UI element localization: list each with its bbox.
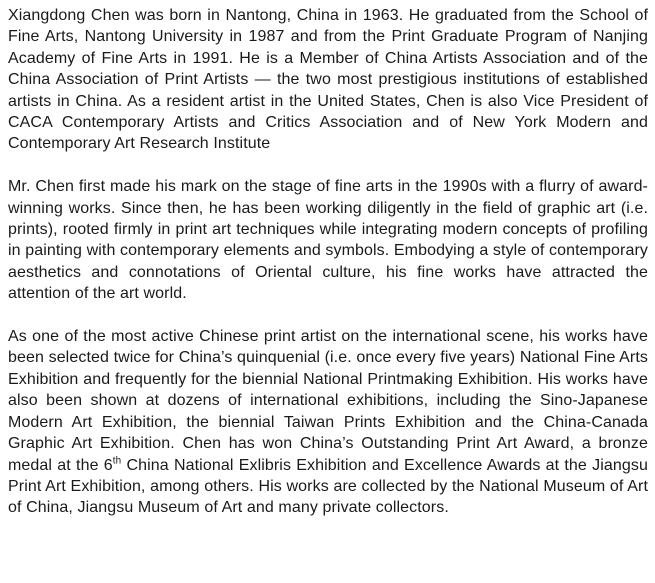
paragraph-biography: Xiangdong Chen was born in Nantong, China in 1963. He graduated from the School of Fine Arts, Nantong University in 1987 and from the Print Graduate Program of Nanjing Academy of Fine Arts in 1991. He is a Member of China Artists Association and of the China Association of Print Artists — the two most prestigious institutions of established artists in China. As a resident artist in the United States, Chen is also Vice President of CACA Contemporary Artists and Critics Association and of New York Modern and Contemporary Art Research Institute [8, 7, 648, 153]
paragraph-exhibitions-text-start: As one of the most active Chinese print artist on the international scene, his works have been selected twice for China’s quinquenial (i.e. once every five years) National Fine Arts Exhibition and frequently for the biennial National Printmaking Exhibition. His works have also been shown at dozens of international exhibitions, including the Sino-Japanese Modern Art Exhibition, the biennial Taiwan Prints Exhibition and the China-Canada Graphic Art Exhibition. Chen has won China’s Outstanding Print Art Award, a bronze medal at the 6 [8, 328, 648, 474]
ordinal-suffix-superscript: th [112, 455, 122, 467]
paragraph-exhibitions-text-end: China National Exlibris Exhibition and Excellence Awards at the Jiangsu Print Art Exhibition, among others. His works are collected by the National Museum of Art of China, Jiangsu Museum of Art and many private collectors. [8, 456, 648, 517]
paragraph-exhibitions [8, 326, 648, 519]
paragraph-career: Mr. Chen first made his mark on the stage of fine arts in the 1990s with a flurry of award-winning works. Since then, he has been working diligently in the field of graphic art (i.e. prints), rooted firmly in print art techniques while integrating modern concepts of profiling in painting with contemporary elements and symbols. Embodying a style of contemporary aesthetics and connotations of Oriental culture, his fine works have attracted the attention of the art world. [8, 178, 648, 303]
